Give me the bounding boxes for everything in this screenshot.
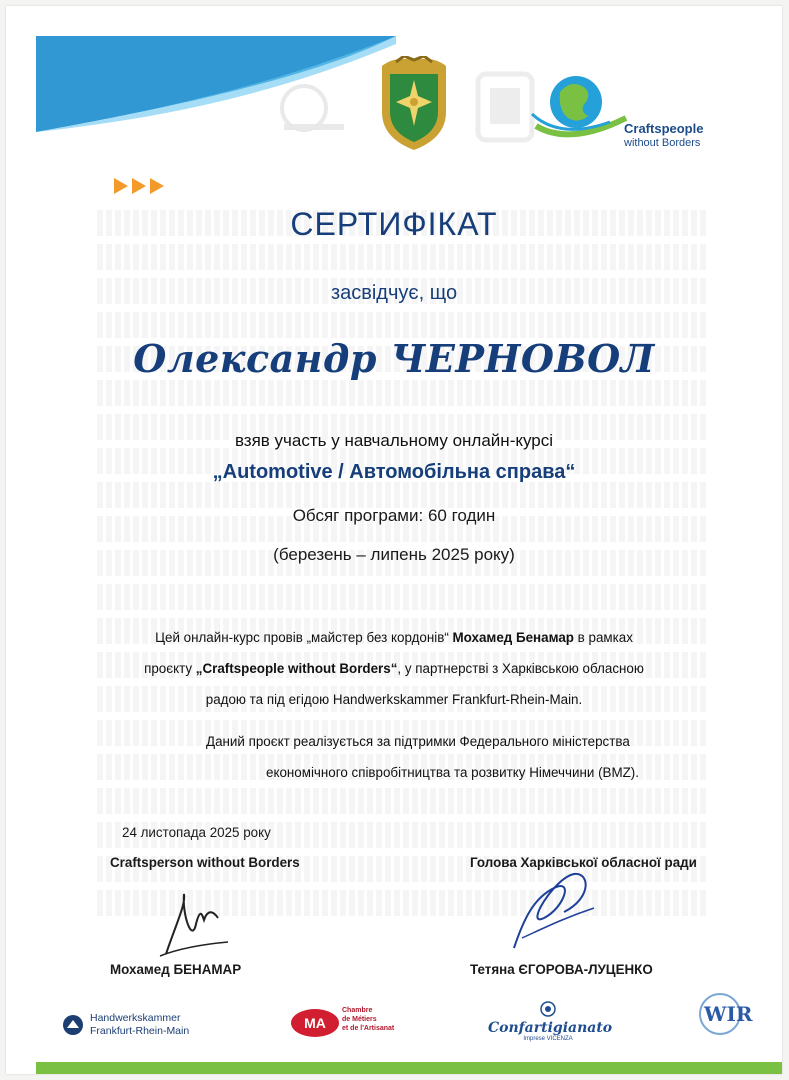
brand-line-1: Craftspeople: [624, 121, 704, 136]
kharkiv-coat-of-arms-icon: [374, 56, 454, 152]
confartigianato-mark-icon: [540, 1000, 556, 1018]
description-line-1: Цей онлайн-курс провів „майстер без кордонів“ Мохамед Бенамар в рамках: [155, 630, 633, 645]
description-line-4: Даний проєкт реалізується за підтримки Федерального міністерства: [206, 734, 630, 749]
partner-brand-text: [624, 122, 703, 150]
program-volume: Обсяг програми: 60 годин: [292, 506, 496, 525]
signature-icon: [494, 868, 604, 958]
cma-logo: MA Chambre de Métiers et de l'Artisanat: [290, 1004, 400, 1040]
svg-text:MA: MA: [304, 1015, 326, 1031]
project-name: „Craftspeople without Borders“: [195, 661, 398, 676]
description-line-2: проєкту „Craftspeople without Borders“, у партнерстві з Харківською обласною: [144, 661, 644, 676]
recipient-name: Олександр ЧЕРНОВОЛ: [133, 336, 655, 381]
globe-hands-icon: [530, 66, 630, 146]
certificate-title: СЕРТИФІКАТ: [290, 206, 498, 242]
certifies-text: засвідчує, що: [330, 282, 458, 304]
brand-line-2: without Borders: [624, 137, 701, 149]
instructor-name: Мохамед Бенамар: [452, 630, 574, 645]
issue-date: 24 листопада 2025 року: [122, 825, 271, 840]
confartigianato-logo: Confartigianato Imprese VICENZA: [488, 1000, 608, 1044]
faded-logo-icon: [274, 80, 354, 136]
hwk-mark-icon: [62, 1014, 84, 1036]
hwk-logo: Handwerkskammer Frankfurt-Rhein-Main: [62, 1010, 242, 1040]
left-organization: Craftsperson without Borders: [110, 855, 300, 870]
bottom-green-bar: [36, 1062, 782, 1074]
right-organization: Голова Харківської обласної ради: [470, 855, 697, 870]
description-line-5: економічного співробітництва та розвитку Німеччини (BMZ).: [266, 765, 639, 780]
faded-emblem-icon: [474, 70, 536, 144]
triple-arrow-icon: [114, 178, 174, 194]
cma-mark-icon: [290, 1008, 340, 1038]
course-period: (березень – липень 2025 року): [273, 545, 515, 564]
signature-icon: [156, 884, 236, 964]
description-line-3: радою та під егідою Handwerkskammer Frankfurt-Rhein-Main.: [205, 692, 583, 707]
course-title: „Automotive / Автомобільна справа“: [212, 461, 576, 483]
left-signer-name: Мохамед БЕНАМАР: [110, 962, 242, 977]
participation-text: взяв участь у навчальному онлайн-курсі: [234, 431, 554, 450]
wir-logo: WIR: [690, 992, 750, 1050]
right-signer-name: Тетяна ЄГОРОВА-ЛУЦЕНКО: [470, 962, 653, 977]
certificate-page: [6, 6, 782, 1074]
